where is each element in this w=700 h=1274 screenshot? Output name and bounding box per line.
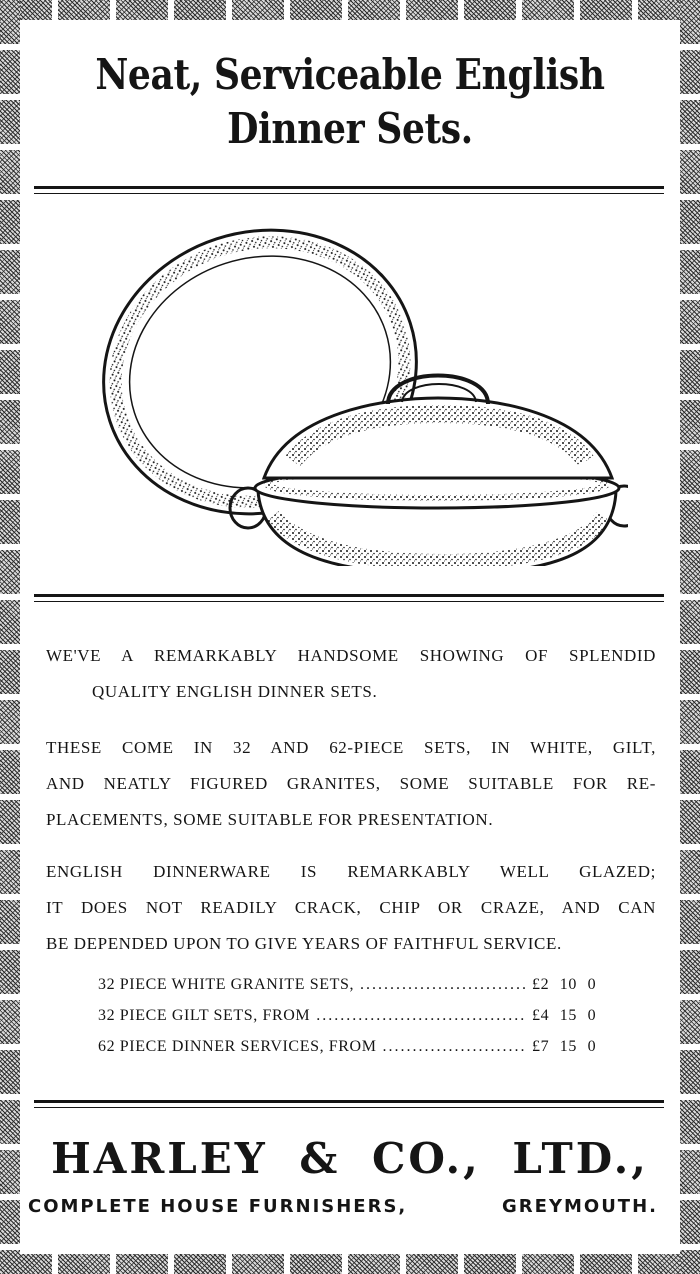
sets-line-2: AND NEATLY FIGURED GRANITES, SOME SUITABLE FOR RE- (46, 774, 656, 793)
divider-rule-middle (34, 594, 664, 602)
sets-line-3: PLACEMENTS, SOME SUITABLE FOR PRESENTATION. (46, 810, 494, 829)
decorative-border-bottom (0, 1254, 700, 1274)
dinner-plate-and-tureen-icon (88, 226, 628, 566)
advertisement (28, 26, 672, 1248)
firm-name: HARLEY & CO., LTD., (51, 1134, 649, 1183)
price-item: 62 PIECE DINNER SERVICES, FROM (98, 1038, 377, 1055)
glaze-line-3: BE DEPENDED UPON TO GIVE YEARS OF FAITHFUL SERVICE. (46, 934, 562, 953)
glaze-line-2: IT DOES NOT READILY CRACK, CHIP OR CRAZE, AND CAN (46, 898, 656, 917)
price-value: £2 10 0 (532, 976, 597, 993)
price-row (98, 1007, 618, 1038)
headline (73, 48, 627, 156)
firm-location: GREYMOUTH. (502, 1196, 658, 1217)
divider-rule-top (34, 186, 664, 194)
decorative-border-top (0, 0, 700, 20)
price-value: £7 15 0 (532, 1038, 597, 1055)
intro-paragraph (46, 638, 656, 710)
price-row (98, 1038, 618, 1069)
intro-line-2: QUALITY ENGLISH DINNER SETS. (92, 682, 378, 701)
price-row (98, 976, 618, 1007)
tureen-icon (230, 376, 628, 567)
price-list (98, 976, 618, 1069)
dot-leader (383, 1038, 526, 1056)
dot-leader (316, 1007, 526, 1025)
headline-line-1: Neat, Serviceable English (95, 50, 605, 99)
firm-tagline: COMPLETE HOUSE FURNISHERS, (28, 1196, 408, 1217)
dot-leader (360, 976, 526, 994)
price-item: 32 PIECE WHITE GRANITE SETS, (98, 976, 355, 993)
sets-line-1: THESE COME IN 32 AND 62-PIECE SETS, IN WHITE, GILT, (46, 738, 656, 757)
decorative-border-left (0, 0, 20, 1274)
firm-footer (28, 1196, 658, 1217)
headline-line-2: Dinner Sets. (227, 104, 473, 153)
divider-rule-bottom (34, 1100, 664, 1108)
glaze-line-1: ENGLISH DINNERWARE IS REMARKABLY WELL GLAZED; (46, 862, 656, 881)
decorative-border-right (680, 0, 700, 1274)
glaze-paragraph (46, 854, 656, 962)
intro-line-1: WE'VE A REMARKABLY HANDSOME SHOWING OF SPLENDID (46, 646, 656, 665)
sets-paragraph (46, 730, 656, 838)
price-item: 32 PIECE GILT SETS, FROM (98, 1007, 311, 1024)
price-value: £4 15 0 (532, 1007, 597, 1024)
